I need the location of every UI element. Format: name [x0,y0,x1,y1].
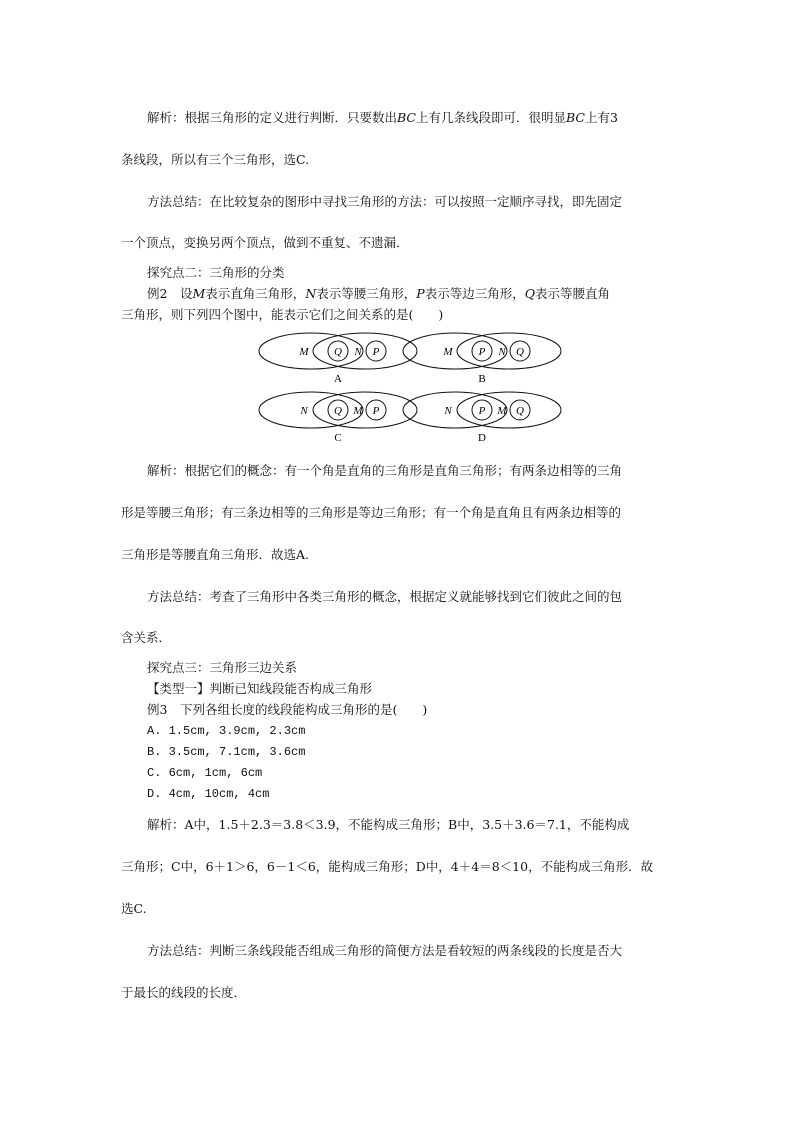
analysis-2-line-3: 三角形是等腰直角三角形．故选A. [121,547,310,562]
venn-ellipse-left [403,392,507,428]
venn-diagram-a [259,333,417,385]
venn-diagram-b [403,333,561,385]
venn-label-left: M [299,346,309,358]
venn-label-mid: P [478,346,486,358]
venn-label-right: N [498,346,506,358]
venn-caption: B [478,373,486,385]
venn-label-mid: P [478,405,486,417]
option-c: C. 6cm, 1cm, 6cm [147,766,263,780]
venn-diagrams [0,0,794,460]
venn-ellipse-left [259,392,363,428]
venn-diagram-c [259,392,417,444]
venn-caption: C [334,432,342,444]
venn-label-left: N [444,405,452,417]
venn-label-mid: Q [334,405,342,417]
venn-ellipse-left [259,333,363,369]
example-2-line-2: 三角形，则下列四个图中，能表示它们之间关系的是( ) [121,307,444,322]
option-b: B. 3.5cm, 7.1cm, 3.6cm [147,745,306,759]
analysis-3-line-3: 选C. [121,901,147,916]
venn-label-left: M [443,346,453,358]
venn-ellipse-right [457,333,561,369]
venn-label-mid: Q [334,346,342,358]
venn-ellipse-right [457,392,561,428]
option-a: A. 1.5cm, 3.9cm, 2.3cm [147,724,306,738]
venn-ellipse-right [313,333,417,369]
analysis-1-line-2: 条线段，所以有三个三角形，选C. [121,152,310,167]
venn-diagram-d [403,392,561,444]
venn-caption: D [478,432,486,444]
venn-caption: A [334,373,342,385]
section-2-heading: 探究点二：三角形的分类 [147,265,285,280]
venn-label-inner: P [372,346,380,358]
example-2-line-1: 例2 设M表示直角三角形，N表示等腰三角形，P表示等边三角形，Q表示等腰直角 [147,286,610,301]
venn-label-left: N [300,405,308,417]
summary-3-line-1: 方法总结：判断三条线段能否组成三角形的简便方法是看较短的两条线段的长度是否大 [147,943,623,958]
summary-2-line-2: 含关系． [121,630,172,645]
venn-label-right: M [497,405,507,417]
venn-label-inner: Q [516,405,524,417]
venn-label-inner: P [372,405,380,417]
venn-ellipse-right [313,392,417,428]
summary-3-line-2: 于最长的线段的长度． [121,985,247,1000]
venn-label-inner: Q [516,346,524,358]
summary-1-line-2: 一个顶点，变换另两个顶点，做到不重复、不遗漏． [121,235,409,250]
venn-label-right: N [354,346,362,358]
section-3-heading: 探究点三：三角形三边关系 [147,660,298,675]
analysis-2-line-2: 形是等腰三角形；有三条边相等的三角形是等边三角形；有一个角是直角且有两条边相等的 [121,505,622,520]
venn-ellipse-left [403,333,507,369]
type-1-heading: 【类型一】判断已知线段能否构成三角形 [147,681,373,696]
analysis-2-line-1: 解析：根据它们的概念：有一个角是直角的三角形是直角三角形；有两条边相等的三角 [147,463,623,478]
analysis-3-line-2: 三角形；C中，6＋1＞6，6－1＜6，能构成三角形；D中，4＋4＝8＜10，不能构成三角形．故 [121,859,654,874]
analysis-3-line-1: 解析：A中，1.5＋2.3＝3.8＜3.9，不能构成三角形；B中，3.5＋3.6＝7.1，不能构成 [147,817,630,832]
analysis-1-line-1: 解析：根据三角形的定义进行判断．只要数出BC上有几条线段即可．很明显BC上有3 [147,110,618,125]
summary-1-line-1: 方法总结：在比较复杂的图形中寻找三角形的方法：可以按照一定顺序寻找，即先固定 [147,194,623,209]
example-3-question: 例3 下列各组长度的线段能构成三角形的是( ) [147,702,428,717]
option-d: D. 4cm, 10cm, 4cm [147,787,270,801]
summary-2-line-1: 方法总结：考查了三角形中各类三角形的概念，根据定义就能够找到它们彼此之间的包 [147,589,623,604]
venn-label-right: M [353,405,363,417]
